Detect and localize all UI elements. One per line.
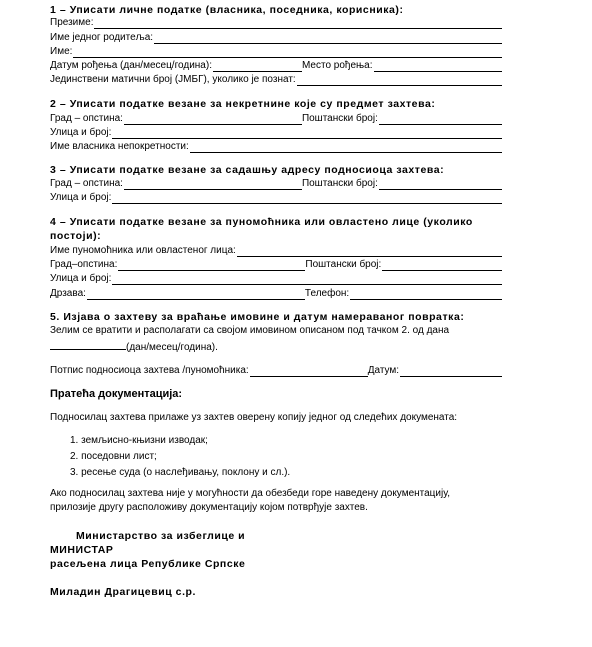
- property-owner-field: Име власника непокретности:: [50, 140, 502, 153]
- surname-field: Презиме:: [50, 16, 502, 29]
- jmbg-input[interactable]: [297, 75, 502, 86]
- proxy-name-field: Име пуномоћника или овластеног лица:: [50, 244, 502, 257]
- signature-input[interactable]: [250, 366, 368, 377]
- property-city-row: Град – опстина: Поштански број:: [50, 112, 502, 125]
- address-street-field: Улица и број:: [50, 191, 502, 204]
- documentation-heading: Пратећа документација:: [50, 388, 183, 400]
- section3-title: 3 – Уписати податке везане за садашњу адресу подносиоца захтева:: [50, 164, 445, 176]
- address-postal-input[interactable]: [379, 179, 502, 190]
- birth-date-input[interactable]: [213, 61, 302, 72]
- ministry-line2: расељена лица Републике Српске: [50, 558, 246, 570]
- first-name-field: Име:: [50, 45, 502, 58]
- address-street-input[interactable]: [112, 193, 502, 204]
- date-input[interactable]: [400, 366, 502, 377]
- declaration-text: Зелим се вратити и располагати са својом имовином описаном под тачком 2. од дана: [50, 325, 450, 336]
- proxy-city-row: Град–опстина: Поштански број:: [50, 258, 502, 271]
- section4-title-line2: постоји):: [50, 230, 102, 242]
- minister-name: Миладин Драгицевиц с.р.: [50, 586, 196, 598]
- proxy-street-field: Улица и број:: [50, 272, 502, 285]
- list-item: 3. ресење суда (о наслеђивању, поклону и сл.).: [70, 467, 291, 478]
- proxy-country-input[interactable]: [87, 289, 305, 300]
- section5-title: 5. Изјава о захтеву за враћање имовине и датум намераваног повратка:: [50, 311, 465, 323]
- proxy-city-input[interactable]: [118, 260, 305, 271]
- property-city-input[interactable]: [124, 114, 302, 125]
- birth-place-input[interactable]: [374, 61, 502, 72]
- documentation-note-1: Ако подносилац захтева није у могућности да обезбеди горе наведену документацију,: [50, 488, 450, 499]
- documentation-note-2: прилозије другу расположиву документацију којом потврђује захтев.: [50, 502, 368, 513]
- proxy-name-input[interactable]: [237, 246, 502, 257]
- section1-title: 1 – Уписати личне податке (власника, поседника, корисника):: [50, 4, 404, 16]
- proxy-postal-input[interactable]: [382, 260, 502, 271]
- documentation-list: [70, 434, 290, 482]
- address-city-input[interactable]: [124, 179, 302, 190]
- minister-title: МИНИСТАР: [50, 544, 114, 556]
- birth-row: Датум рођења (дан/месец/година): Место рођења:: [50, 59, 502, 72]
- property-owner-input[interactable]: [190, 142, 502, 153]
- address-city-row: Град – опстина: Поштански број:: [50, 177, 502, 190]
- ministry-line1: Министарство за избеглице и: [76, 530, 246, 542]
- first-name-input[interactable]: [73, 47, 502, 58]
- declaration-date-line: (дан/месец/година).: [50, 339, 218, 354]
- proxy-country-row: Дрзава: Телефон:: [50, 287, 502, 300]
- section4-title-line1: 4 – Уписати податке везане за пуномоћника или овластено лице (уколико: [50, 216, 473, 228]
- proxy-phone-input[interactable]: [350, 289, 502, 300]
- section2-title: 2 – Уписати податке везане за некретнине које су предмет захтева:: [50, 98, 436, 110]
- list-item: 2. поседовни лист;: [70, 451, 157, 462]
- return-date-input[interactable]: [50, 339, 126, 350]
- property-postal-input[interactable]: [379, 114, 502, 125]
- parent-name-input[interactable]: [154, 33, 502, 44]
- list-item: 1. земљисно-књизни изводак;: [70, 435, 208, 446]
- property-street-input[interactable]: [112, 128, 502, 139]
- parent-name-field: Име једног родитеља:: [50, 31, 502, 44]
- surname-input[interactable]: [94, 18, 502, 29]
- jmbg-field: Јединствени матични број (ЈМБГ), уколико је познат:: [50, 73, 502, 86]
- signature-date-row: Потпис подносиоца захтева /пуномоћника: Датум:: [50, 364, 502, 377]
- property-street-field: Улица и број:: [50, 126, 502, 139]
- proxy-street-input[interactable]: [112, 274, 502, 285]
- documentation-intro: Подносилац захтева прилаже уз захтев оверену копију једног од следећих докумената:: [50, 412, 458, 423]
